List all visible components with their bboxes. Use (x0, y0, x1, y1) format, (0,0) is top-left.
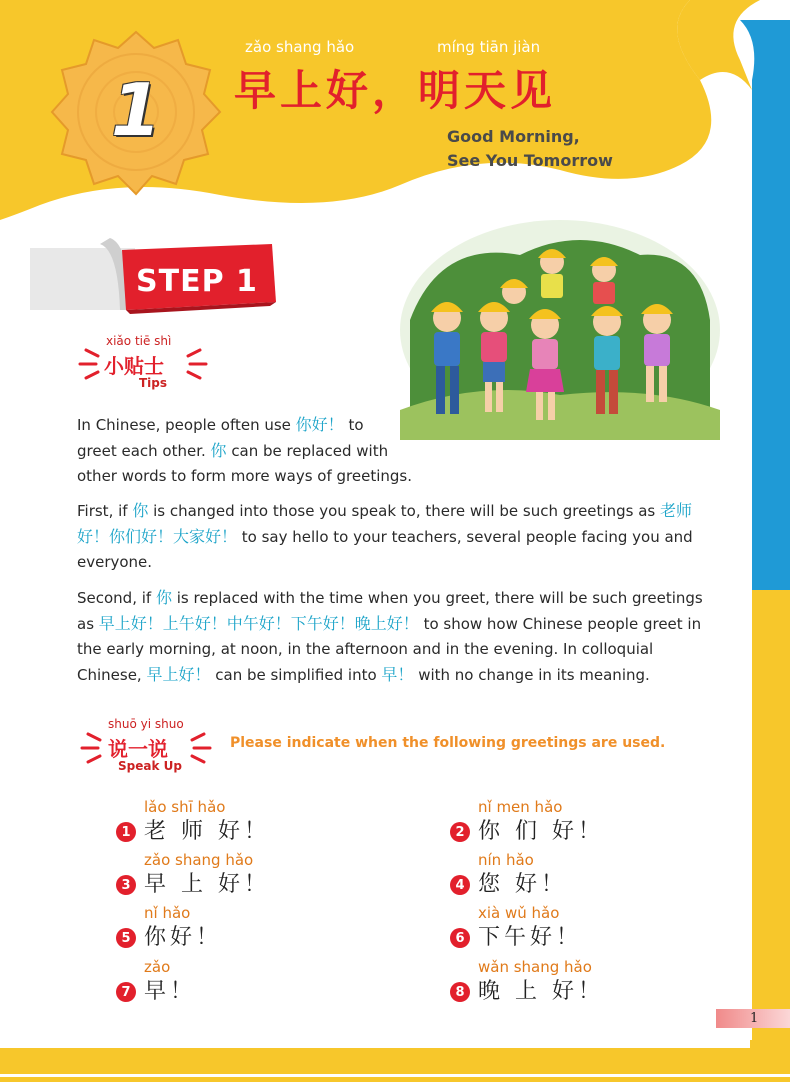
p3-text-g: can be simplified into (210, 666, 382, 684)
greeting-chinese: 早！ (144, 979, 197, 1004)
greeting-pinyin: nǐ men hǎo (478, 798, 563, 816)
p3-cn-h: 早！ (381, 665, 414, 684)
greeting-item-3 (116, 850, 376, 900)
greeting-item-6 (450, 903, 710, 953)
speak-up-chinese: 说一说 (108, 737, 168, 761)
greeting-number: 7 (116, 982, 136, 1002)
greeting-number: 3 (116, 875, 136, 895)
p3-text-a: Second, if (77, 589, 156, 607)
paragraph-2 (77, 498, 717, 575)
p3-cn-d: 早上好！上午好！中午好！下午好！晚上好！ (98, 614, 419, 633)
greeting-item-4 (450, 850, 710, 900)
greeting-item-7 (116, 957, 376, 1007)
greeting-number: 2 (450, 822, 470, 842)
tips-chinese: 小贴士 (104, 354, 164, 378)
greeting-item-1 (116, 797, 376, 847)
greeting-pinyin: xià wǔ hǎo (478, 904, 560, 922)
lesson-number: 1 (110, 68, 162, 152)
p3-text-i: with no change in its meaning. (413, 666, 650, 684)
p1-cn-line2b: 你 (210, 441, 227, 460)
greeting-pinyin: nín hǎo (478, 851, 534, 869)
p3-cn-f: 早上好！ (146, 665, 211, 684)
greeting-chinese: 你好！ (144, 925, 223, 950)
greeting-chinese: 早 上 好！ (144, 872, 270, 897)
greeting-number: 4 (450, 875, 470, 895)
p2-text-c: is changed into those you speak to, there will be such greetings as (148, 502, 660, 520)
p2-cn-d: 老师好！你们好！大家好！ (77, 501, 692, 546)
p1-text-c: to (343, 416, 364, 434)
p1-cn-b: 你好！ (295, 415, 344, 434)
greeting-chinese: 老 师 好！ (144, 819, 270, 844)
page-title-chinese: 早上好，明天见 (234, 66, 557, 115)
greeting-number: 6 (450, 928, 470, 948)
p1-text-line2a: greet each other. (77, 442, 211, 460)
p3-text-c: is replaced with the time when you greet, there will be such greetings as (77, 589, 703, 633)
p2-cn-b: 你 (132, 501, 149, 520)
p2-text-e: to say hello to your teachers, several people facing you and everyone. (77, 528, 693, 571)
greeting-item-2 (450, 797, 710, 847)
greeting-number: 8 (450, 982, 470, 1002)
title-english-line1: Good Morning, (447, 127, 580, 146)
speak-up-instruction: Please indicate when the following greetings are used. (230, 735, 666, 751)
greeting-number: 5 (116, 928, 136, 948)
step-label: STEP 1 (136, 264, 258, 299)
p3-cn-b: 你 (155, 588, 172, 607)
greeting-pinyin: zǎo shang hǎo (144, 851, 254, 869)
p2-text-a: First, if (77, 502, 133, 520)
p1-text-line2c: can be replaced with (226, 442, 389, 460)
page-title-english (447, 125, 613, 173)
title-english-line2: See You Tomorrow (447, 151, 613, 170)
speak-up-pinyin: shuō yi shuo (108, 717, 184, 731)
title-pinyin-2: míng tiān jiàn (437, 38, 541, 56)
p1-text-line3: other words to form more ways of greetings. (77, 467, 412, 485)
speak-up-english: Speak Up (118, 759, 182, 773)
paragraph-1 (77, 412, 417, 489)
greeting-chinese: 晚 上 好！ (478, 979, 604, 1004)
tips-english: Tips (139, 376, 168, 390)
greeting-item-8 (450, 957, 710, 1007)
greeting-pinyin: nǐ hǎo (144, 904, 191, 922)
greeting-pinyin: lǎo shī hǎo (144, 798, 226, 816)
tips-pinyin: xiǎo tiē shì (106, 334, 172, 348)
greeting-item-5 (116, 903, 376, 953)
greeting-chinese: 你 们 好！ (478, 819, 604, 844)
greeting-chinese: 您 好！ (478, 872, 567, 897)
greeting-pinyin: wǎn shang hǎo (478, 958, 592, 976)
page-number: 1 (716, 1009, 790, 1028)
p1-text-a: In Chinese, people often use (77, 416, 296, 434)
greeting-chinese: 下午好！ (478, 925, 583, 950)
paragraph-3 (77, 585, 717, 688)
children-illustration (400, 220, 720, 440)
greeting-pinyin: zǎo (144, 958, 171, 976)
greeting-number: 1 (116, 822, 136, 842)
title-pinyin-1: zǎo shang hǎo (245, 38, 355, 56)
p3-text-e: to show how Chinese people greet in the early morning, at noon, in the afternoon and in the evening. In colloquial Chinese, (77, 615, 702, 684)
